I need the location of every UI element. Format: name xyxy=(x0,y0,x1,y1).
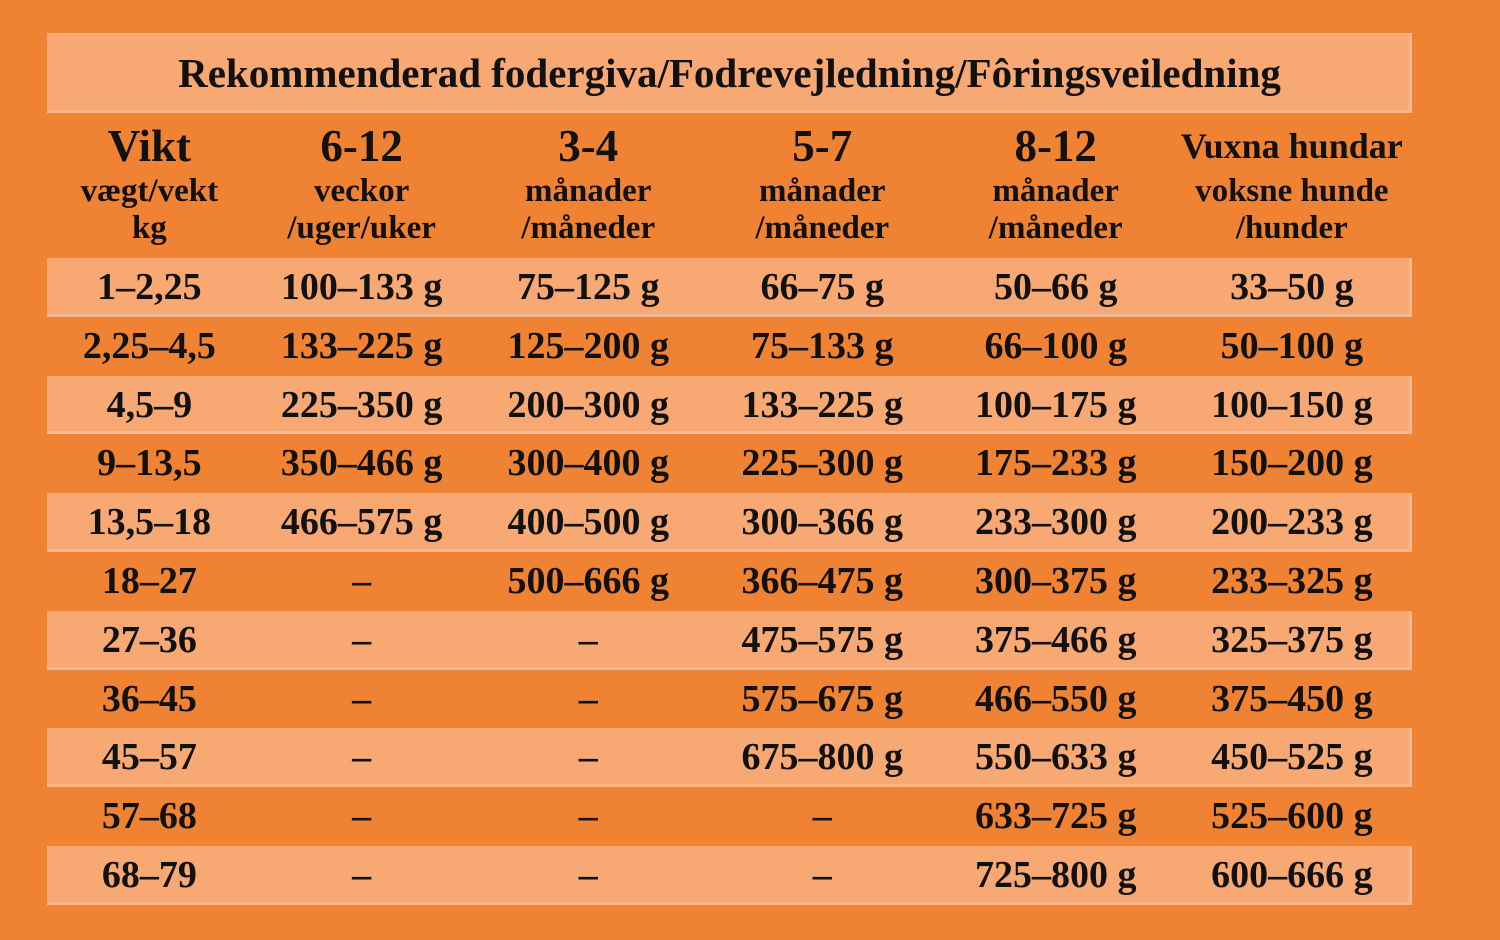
column-header-line1: 5-7 xyxy=(792,121,853,171)
table-cell: 300–366 g xyxy=(741,501,904,544)
table-cell: 233–300 g xyxy=(974,501,1137,544)
table-cell: 50–100 g xyxy=(1220,324,1364,367)
table-cell: – xyxy=(352,736,372,779)
weight-cell: 27–36 xyxy=(101,618,197,661)
table-cell: – xyxy=(352,853,372,896)
table-cell: 33–50 g xyxy=(1230,266,1354,308)
column-header-line3: /måneder xyxy=(988,210,1123,246)
table-cell: 225–350 g xyxy=(280,383,443,426)
column-header-line2: månader xyxy=(992,173,1119,209)
table-cell: 300–400 g xyxy=(507,442,669,485)
table-cell: 525–600 g xyxy=(1211,795,1373,838)
table-cell: 350–466 g xyxy=(280,442,443,485)
table-cell: 366–475 g xyxy=(741,559,904,602)
table-cell: – xyxy=(352,795,372,838)
table-row xyxy=(47,611,1412,670)
table-cell: 100–150 g xyxy=(1211,383,1373,426)
table-row xyxy=(47,258,1412,317)
column-header-line1: 3-4 xyxy=(558,121,619,171)
column-header-line3: /måneder xyxy=(755,210,890,246)
table-cell: 300–375 g xyxy=(974,559,1137,602)
table-cell: – xyxy=(578,736,598,779)
table-cell: 725–800 g xyxy=(974,853,1137,896)
table-cell: 75–133 g xyxy=(751,324,894,367)
table-row xyxy=(47,434,1412,493)
column-header-line1: Vuxna hundar xyxy=(1180,126,1403,166)
column-header-5-7-months xyxy=(705,119,940,258)
table-cell: 475–575 g xyxy=(741,618,904,661)
column-header-3-4-months xyxy=(472,119,705,258)
table-cell: 375–450 g xyxy=(1211,677,1373,720)
weight-cell: 68–79 xyxy=(101,853,197,896)
table-cell: – xyxy=(812,795,832,838)
weight-cell: 57–68 xyxy=(101,795,197,838)
column-header-adult-dogs xyxy=(1172,119,1412,258)
column-header-line2: vægt/vekt xyxy=(80,173,219,209)
table-cell: 66–100 g xyxy=(984,324,1127,367)
column-header-line3: /hunder xyxy=(1235,210,1348,246)
header-row xyxy=(47,113,1412,258)
weight-cell: 4,5–9 xyxy=(106,383,193,426)
table-cell: 325–375 g xyxy=(1211,618,1373,661)
table-cell: 133–225 g xyxy=(280,324,443,367)
table-cell: – xyxy=(352,618,372,661)
column-header-8-12-months xyxy=(940,119,1172,258)
table-cell: – xyxy=(578,677,598,720)
table-cell: 400–500 g xyxy=(507,501,669,544)
column-header-line3: /uger/uker xyxy=(287,210,436,246)
table-cell: – xyxy=(578,795,598,838)
table-cell: 100–175 g xyxy=(974,383,1137,426)
table-row xyxy=(47,728,1412,787)
title-band xyxy=(47,33,1412,113)
table-title: Rekommenderad fodergiva/Fodrevejledning/Fôringsveiledning xyxy=(178,50,1281,96)
table-cell: 125–200 g xyxy=(507,324,669,367)
table-cell: 133–225 g xyxy=(741,383,904,426)
table-row xyxy=(47,787,1412,846)
table-cell: 75–125 g xyxy=(516,266,660,308)
table-cell: 233–325 g xyxy=(1211,559,1373,602)
table-row xyxy=(47,317,1412,376)
column-header-line2: voksne hunde xyxy=(1195,173,1389,209)
table-cell: 200–233 g xyxy=(1211,501,1373,544)
table-row xyxy=(47,493,1412,552)
weight-cell: 1–2,25 xyxy=(97,266,202,308)
weight-cell: 9–13,5 xyxy=(97,442,202,485)
table-cell: 575–675 g xyxy=(741,677,904,720)
column-header-line2: veckor xyxy=(313,173,410,209)
table-cell: 50–66 g xyxy=(993,266,1118,308)
table-cell: 450–525 g xyxy=(1211,736,1373,779)
column-header-line2: månader xyxy=(759,173,886,209)
table-row xyxy=(47,552,1412,611)
feeding-table xyxy=(47,33,1412,905)
weight-cell: 45–57 xyxy=(101,736,197,779)
column-header-line1: Vikt xyxy=(107,121,192,171)
column-header-line1: 6-12 xyxy=(320,121,403,171)
column-header-line2: månader xyxy=(524,173,652,209)
table-cell: – xyxy=(578,618,598,661)
table-cell: 66–75 g xyxy=(760,266,885,308)
weight-cell: 36–45 xyxy=(101,677,197,720)
table-cell: 375–466 g xyxy=(974,618,1137,661)
table-row xyxy=(47,376,1412,435)
column-header-weight xyxy=(47,119,252,258)
weight-cell: 18–27 xyxy=(101,559,197,602)
weight-cell: 13,5–18 xyxy=(87,501,212,544)
table-cell: 150–200 g xyxy=(1211,442,1373,485)
column-header-6-12-weeks xyxy=(252,119,472,258)
table-row xyxy=(47,670,1412,729)
table-cell: 675–800 g xyxy=(741,736,904,779)
column-header-line1: 8-12 xyxy=(1014,121,1097,171)
table-cell: 633–725 g xyxy=(974,795,1137,838)
table-cell: – xyxy=(352,559,372,602)
table-cell: 466–575 g xyxy=(280,501,443,544)
table-row xyxy=(47,846,1412,905)
table-cell: 500–666 g xyxy=(507,559,669,602)
weight-cell: 2,25–4,5 xyxy=(82,324,216,367)
table-cell: 466–550 g xyxy=(974,677,1137,720)
table-cell: – xyxy=(812,853,832,896)
column-header-line3: /måneder xyxy=(521,210,656,246)
column-header-line3: kg xyxy=(131,210,167,246)
table-cell: – xyxy=(352,677,372,720)
table-cell: 550–633 g xyxy=(974,736,1137,779)
table-cell: 100–133 g xyxy=(280,266,443,308)
table-cell: 175–233 g xyxy=(974,442,1137,485)
table-cell: 600–666 g xyxy=(1211,853,1373,896)
table-cell: – xyxy=(578,853,598,896)
table-cell: 200–300 g xyxy=(507,383,669,426)
table-cell: 225–300 g xyxy=(741,442,904,485)
